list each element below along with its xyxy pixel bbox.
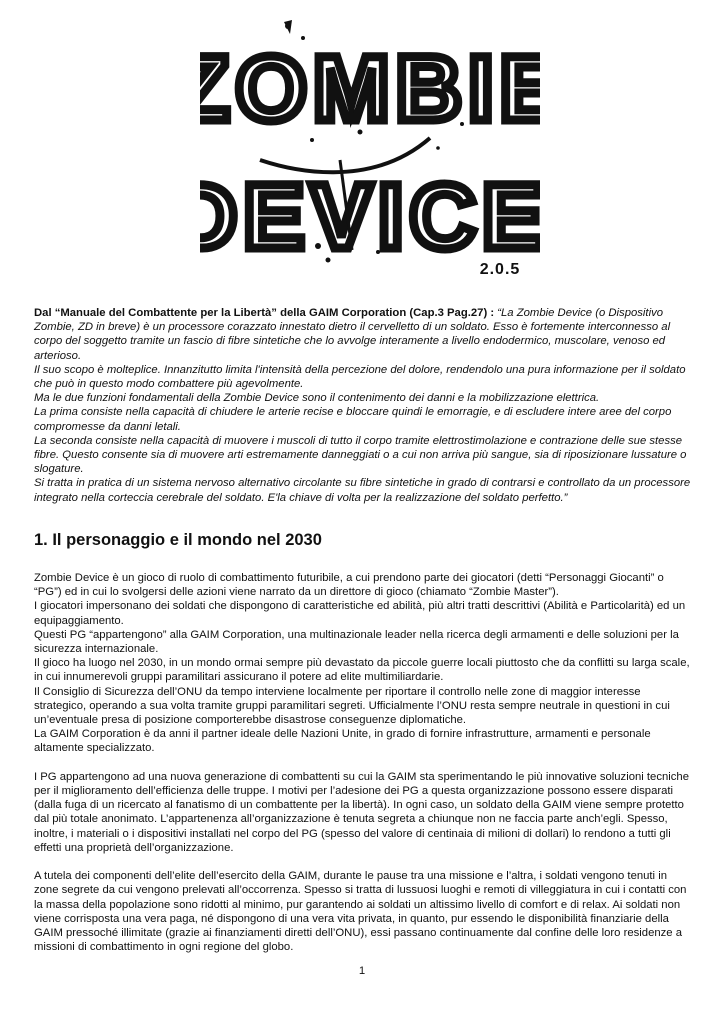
- intro-quote: [34, 306, 692, 505]
- intro-paragraph: La seconda consiste nella capacità di muovere i muscoli di tutto il corpo tramite elettrostimolazione e contrazione delle sue stesse fibre. Questo consente sia di muovere arti estremamente danneggiati o a cui non arriva più sangue, sia di riposizionare lussature o slogature.: [34, 434, 687, 476]
- intro-paragraph: Il suo scopo è molteplice. Innanzitutto limita l'intensità della percezione del dolore, rendendolo una pura informazione per il soldato che può in questo modo combattere più agevolmente.: [34, 363, 686, 391]
- intro-paragraph: Ma le due funzioni fondamentali della Zombie Device sono il contenimento dei danni e la mobilizzazione elettrica.: [34, 392, 600, 405]
- body-paragraph: Il Consiglio di Sicurezza dell’ONU da tempo interviene localmente per riportare il controllo nelle zone di maggior interesse strategico, operando a sua volta tramite gruppi paramilitari segreti. Ufficialmente l’ONU resta sempre neutrale in questioni in cui un’eventuale presa di posizione comporterebbe disastrose conseguenze diplomatiche.: [34, 685, 670, 727]
- intro-paragraph: La prima consiste nella capacità di chiudere le arterie recise e bloccare quindi le emorragie, e di escludere intere aree del corpo compromesse da danni letali.: [34, 406, 672, 433]
- intro-paragraph: “La Zombie Device (o Dispositivo Zombie, ZD in breve) è un processore corazzato innestato dietro il cervelletto di un soldato. Esso è fortemente interconnesso al corpo del soggetto tramite un fascio di fibre sintetiche che lo avvolge interamente a livello endodermico, muscolare, venoso ed arterioso.: [34, 307, 671, 362]
- logo-line2: DEVICE: [200, 166, 540, 268]
- intro-lead: Dal “Manuale del Combattente per la Libertà” della GAIM Corporation (Cap.3 Pag.27) :: [34, 307, 495, 319]
- body-paragraph: A tutela dei componenti dell’elite dell’esercito della GAIM, durante le pause tra una missione e l’altra, i soldati vengono tenuti in zone segrete da cui vengono prelevati all’occorrenza. Spesso si tratta di lussuosi luoghi e remoti di villeggiatura in cui i contatti con la massa della popolazione sono ridotti al minimo, pur garantendo ai soldati un altissimo livello di comfort e di relax. Ai soldati non viene corrisposta una vera paga, né dispongono di una vera vita privata, in quanto, pur essendo le disponibilità finanziarie della GAIM pressoché illimitate (grazie ai finanziamenti diretti dell’ONU), essi passano continuamente dal confine delle loro residenze a missioni di combattimento in ogni regione del globo.: [34, 870, 687, 954]
- body-paragraph: I giocatori impersonano dei soldati che dispongono di caratteristiche ed abilità, più altri tratti descrittivi (Abilità e Particolarità) ed un equipaggiamento.: [34, 600, 686, 627]
- body-paragraph: La GAIM Corporation è da anni il partner ideale delle Nazioni Unite, in grado di fornire infrastrutture, armamenti e personale altamente specializzato.: [34, 728, 651, 755]
- logo-version: 2.0.5: [479, 261, 521, 278]
- body-paragraph: Zombie Device è un gioco di ruolo di combattimento futuribile, a cui prendono parte dei giocatori (detti “Personaggi Giocanti” o “PG”) ed in cui lo svolgersi delle azioni viene narrato da un direttore di gioco (chiamato “Zombie Master”).: [34, 572, 664, 599]
- section-body: [34, 571, 692, 954]
- body-paragraph: Questi PG “appartengono” alla GAIM Corporation, una multinazionale leader nella ricerca degli armamenti e delle soluzioni per la sicurezza internazionale.: [34, 628, 679, 656]
- page-number: 1: [358, 965, 366, 977]
- logo-line1: ZOMBIE: [200, 38, 540, 140]
- intro-paragraph: Si tratta in pratica di un sistema nervoso alternativo circolante su fibre sintetiche in grado di contrarsi e controllato da un processore integrato nella corteccia cerebrale del soldato. E'la chiave di volta per la realizzazione del soldato perfetto.”: [34, 477, 691, 504]
- body-paragraph: I PG appartengono ad una nuova generazione di combattenti su cui la GAIM sta sperimentando le più innovative soluzioni tecniche per il miglioramento dell’efficienza delle truppe. I motivi per l’adesione dei PG a questa organizzazione possono essere disparati (dalla fuga di un ricercato al fanatismo di un combattente per la libertà). In ogni caso, un soldato della GAIM viene sempre protetto dal più totale anonimato. L’appartenenza all’organizzazione è tenuta segreta a chiunque non ne faccia parte anch’egli. Spesso, inoltre, i materiali o i dispositivi installati nel corpo del PG (spesso del valore di centinaia di milioni di dollari) lo rendono a tutti gli effetti una proprietà dell’organizzazione.: [34, 770, 689, 854]
- section-heading: 1. Il personaggio e il mondo nel 2030: [34, 531, 322, 549]
- zombie-device-logo: [200, 20, 540, 290]
- body-paragraph: Il gioco ha luogo nel 2030, in un mondo ormai sempre più devastato da piccole guerre locali piuttosto che da conflitti su larga scale, in cui innumerevoli gruppi paramilitari assicurano il potere ad elite multimiliardarie.: [34, 657, 690, 684]
